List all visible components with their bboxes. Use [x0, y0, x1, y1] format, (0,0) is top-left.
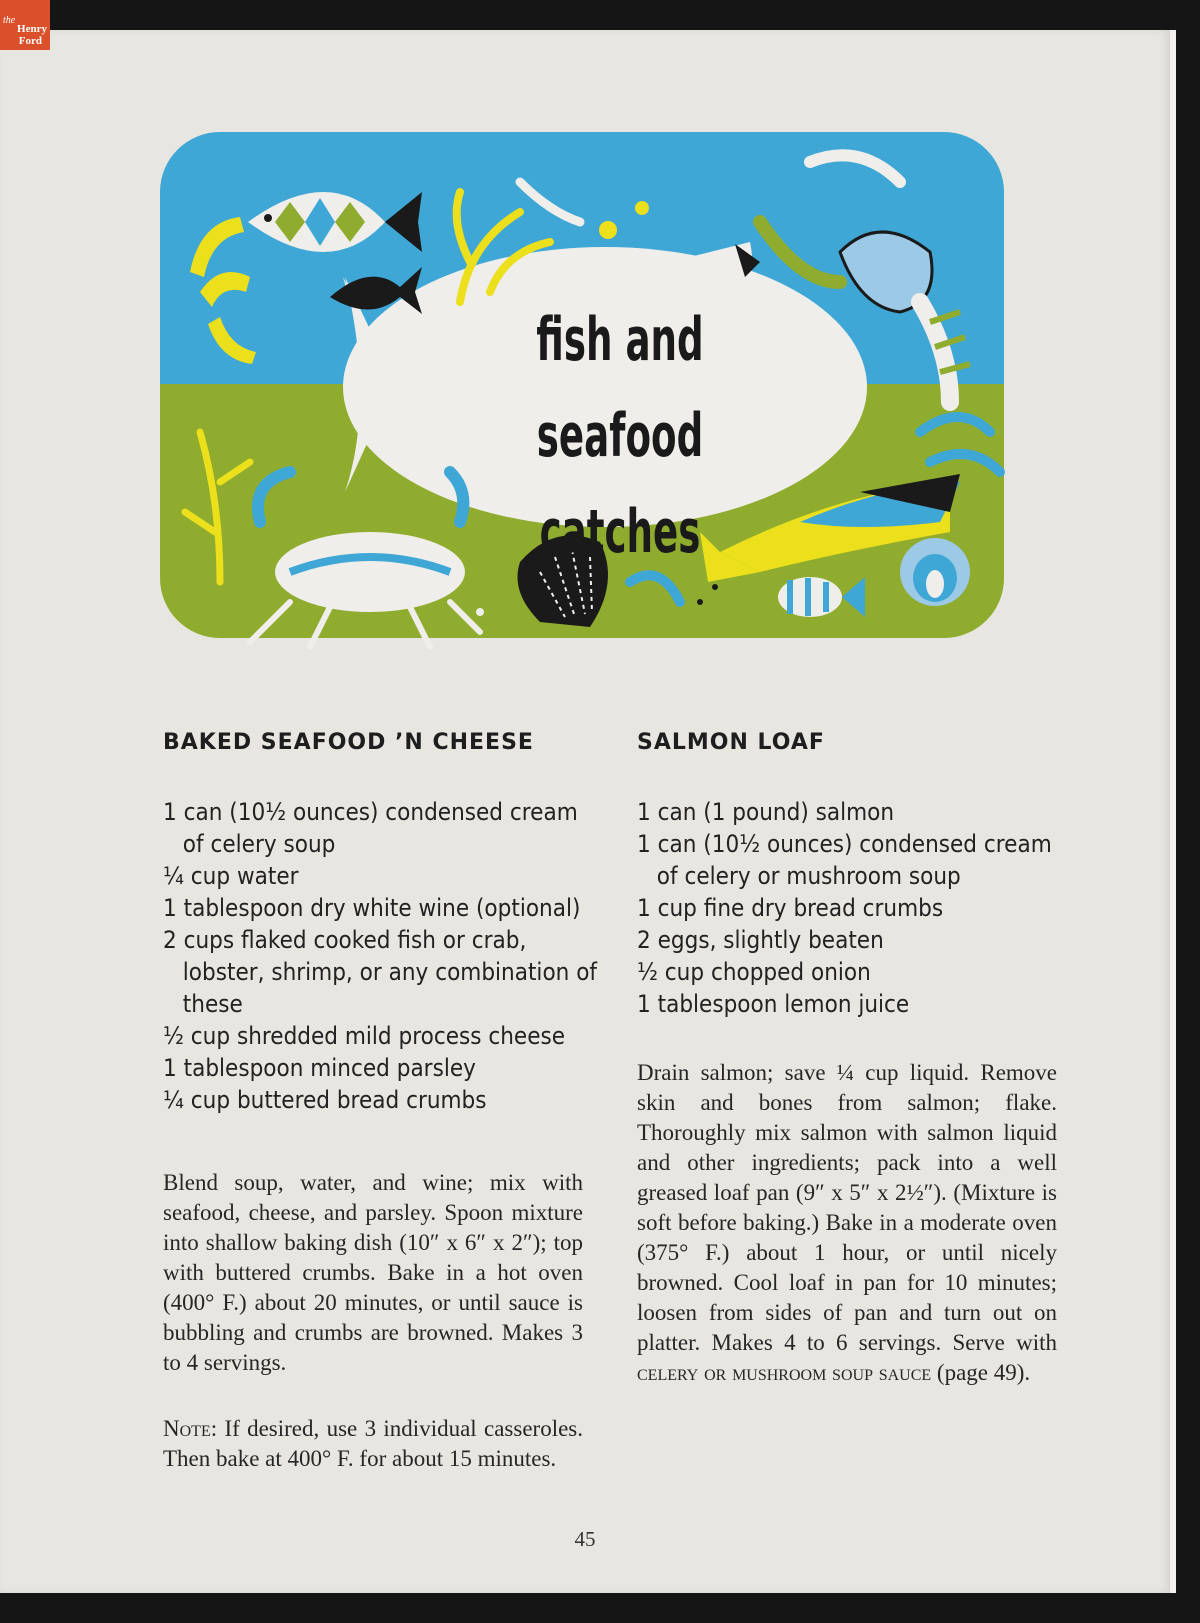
ingredient-item: 1 cup fine dry bread crumbs [637, 894, 944, 922]
recipe-baked-seafood [163, 730, 598, 1474]
clam-icon [900, 538, 970, 606]
chapter-title [496, 292, 744, 580]
ingredient-item: ¼ cup buttered bread crumbs [163, 1086, 487, 1114]
ingredient-item: 1 tablespoon lemon juice [637, 990, 910, 1018]
page-number: 45 [574, 1527, 596, 1551]
sauce-reference: celery or mushroom soup sauce [637, 1360, 932, 1385]
recipe-directions: Blend soup, water, and wine; mix with seafood, cheese, and parsley. Spoon mixture into shallow baking dish (10″ x 6″ x 2″); top with buttered crumbs. Bake in a hot oven (400° F.) about 20 minutes, or until sauce is bubbling and crumbs are browned. Makes 3 to 4 servings. [163, 1170, 583, 1375]
ingredient-item: 2 cups flaked cooked fish or crab, lobster, shrimp, or any combination of these [163, 926, 598, 1018]
ingredient-item: 1 tablespoon minced parsley [163, 1054, 476, 1082]
ingredient-item: 1 can (1 pound) salmon [637, 798, 895, 826]
ingredient-item: 2 eggs, slightly beaten [637, 926, 884, 954]
recipe-note [163, 1414, 583, 1474]
ingredient-item: 1 can (10½ ounces) condensed cream of celery or mushroom soup [637, 830, 1052, 890]
page-reference: (page 49). [936, 1360, 1031, 1385]
note-text: If desired, use 3 individual casseroles. Then bake at 400° F. for about 15 minutes. [163, 1416, 584, 1471]
logo-text-henry: Henry [17, 23, 47, 35]
recipe-directions [637, 1058, 1057, 1388]
title-line-2: seafood catches [536, 401, 704, 567]
ingredient-item: ½ cup chopped onion [637, 958, 871, 986]
book-page [0, 30, 1176, 1593]
recipe-salmon-loaf [637, 730, 1057, 1388]
logo-text-the: the [3, 15, 16, 26]
recipe-title: BAKED SEAFOOD ’N CHEESE [163, 730, 534, 755]
ingredient-list [163, 796, 598, 1116]
title-line-1: fish and [536, 305, 704, 375]
recipe-title: SALMON LOAF [637, 730, 825, 755]
ingredient-list [637, 796, 1057, 1020]
ingredient-item: ¼ cup water [163, 862, 299, 890]
ingredient-item: ½ cup shredded mild process cheese [163, 1022, 566, 1050]
ingredient-item: 1 can (10½ ounces) condensed cream of celery soup [163, 798, 578, 858]
directions-text: Drain salmon; save ¼ cup liquid. Remove skin and bones from salmon; flake. Thoroughly mix salmon with salmon liquid and other ingredients; pack into a well greased loaf pan (9″ x 5″ x 2½″). (Mixture is soft before baking.) Bake in a moderate oven (375° F.) about 1 hour, or until nicely browned. Cool loaf in pan for 10 minutes; loosen from sides of pan and turn out on platter. Makes 4 to 6 servings. Serve with [637, 1060, 1057, 1355]
note-label: Note: [163, 1416, 218, 1441]
henry-ford-logo [0, 0, 50, 50]
ingredient-item: 1 tablespoon dry white wine (optional) [163, 894, 581, 922]
logo-text-ford: Ford [18, 35, 42, 47]
